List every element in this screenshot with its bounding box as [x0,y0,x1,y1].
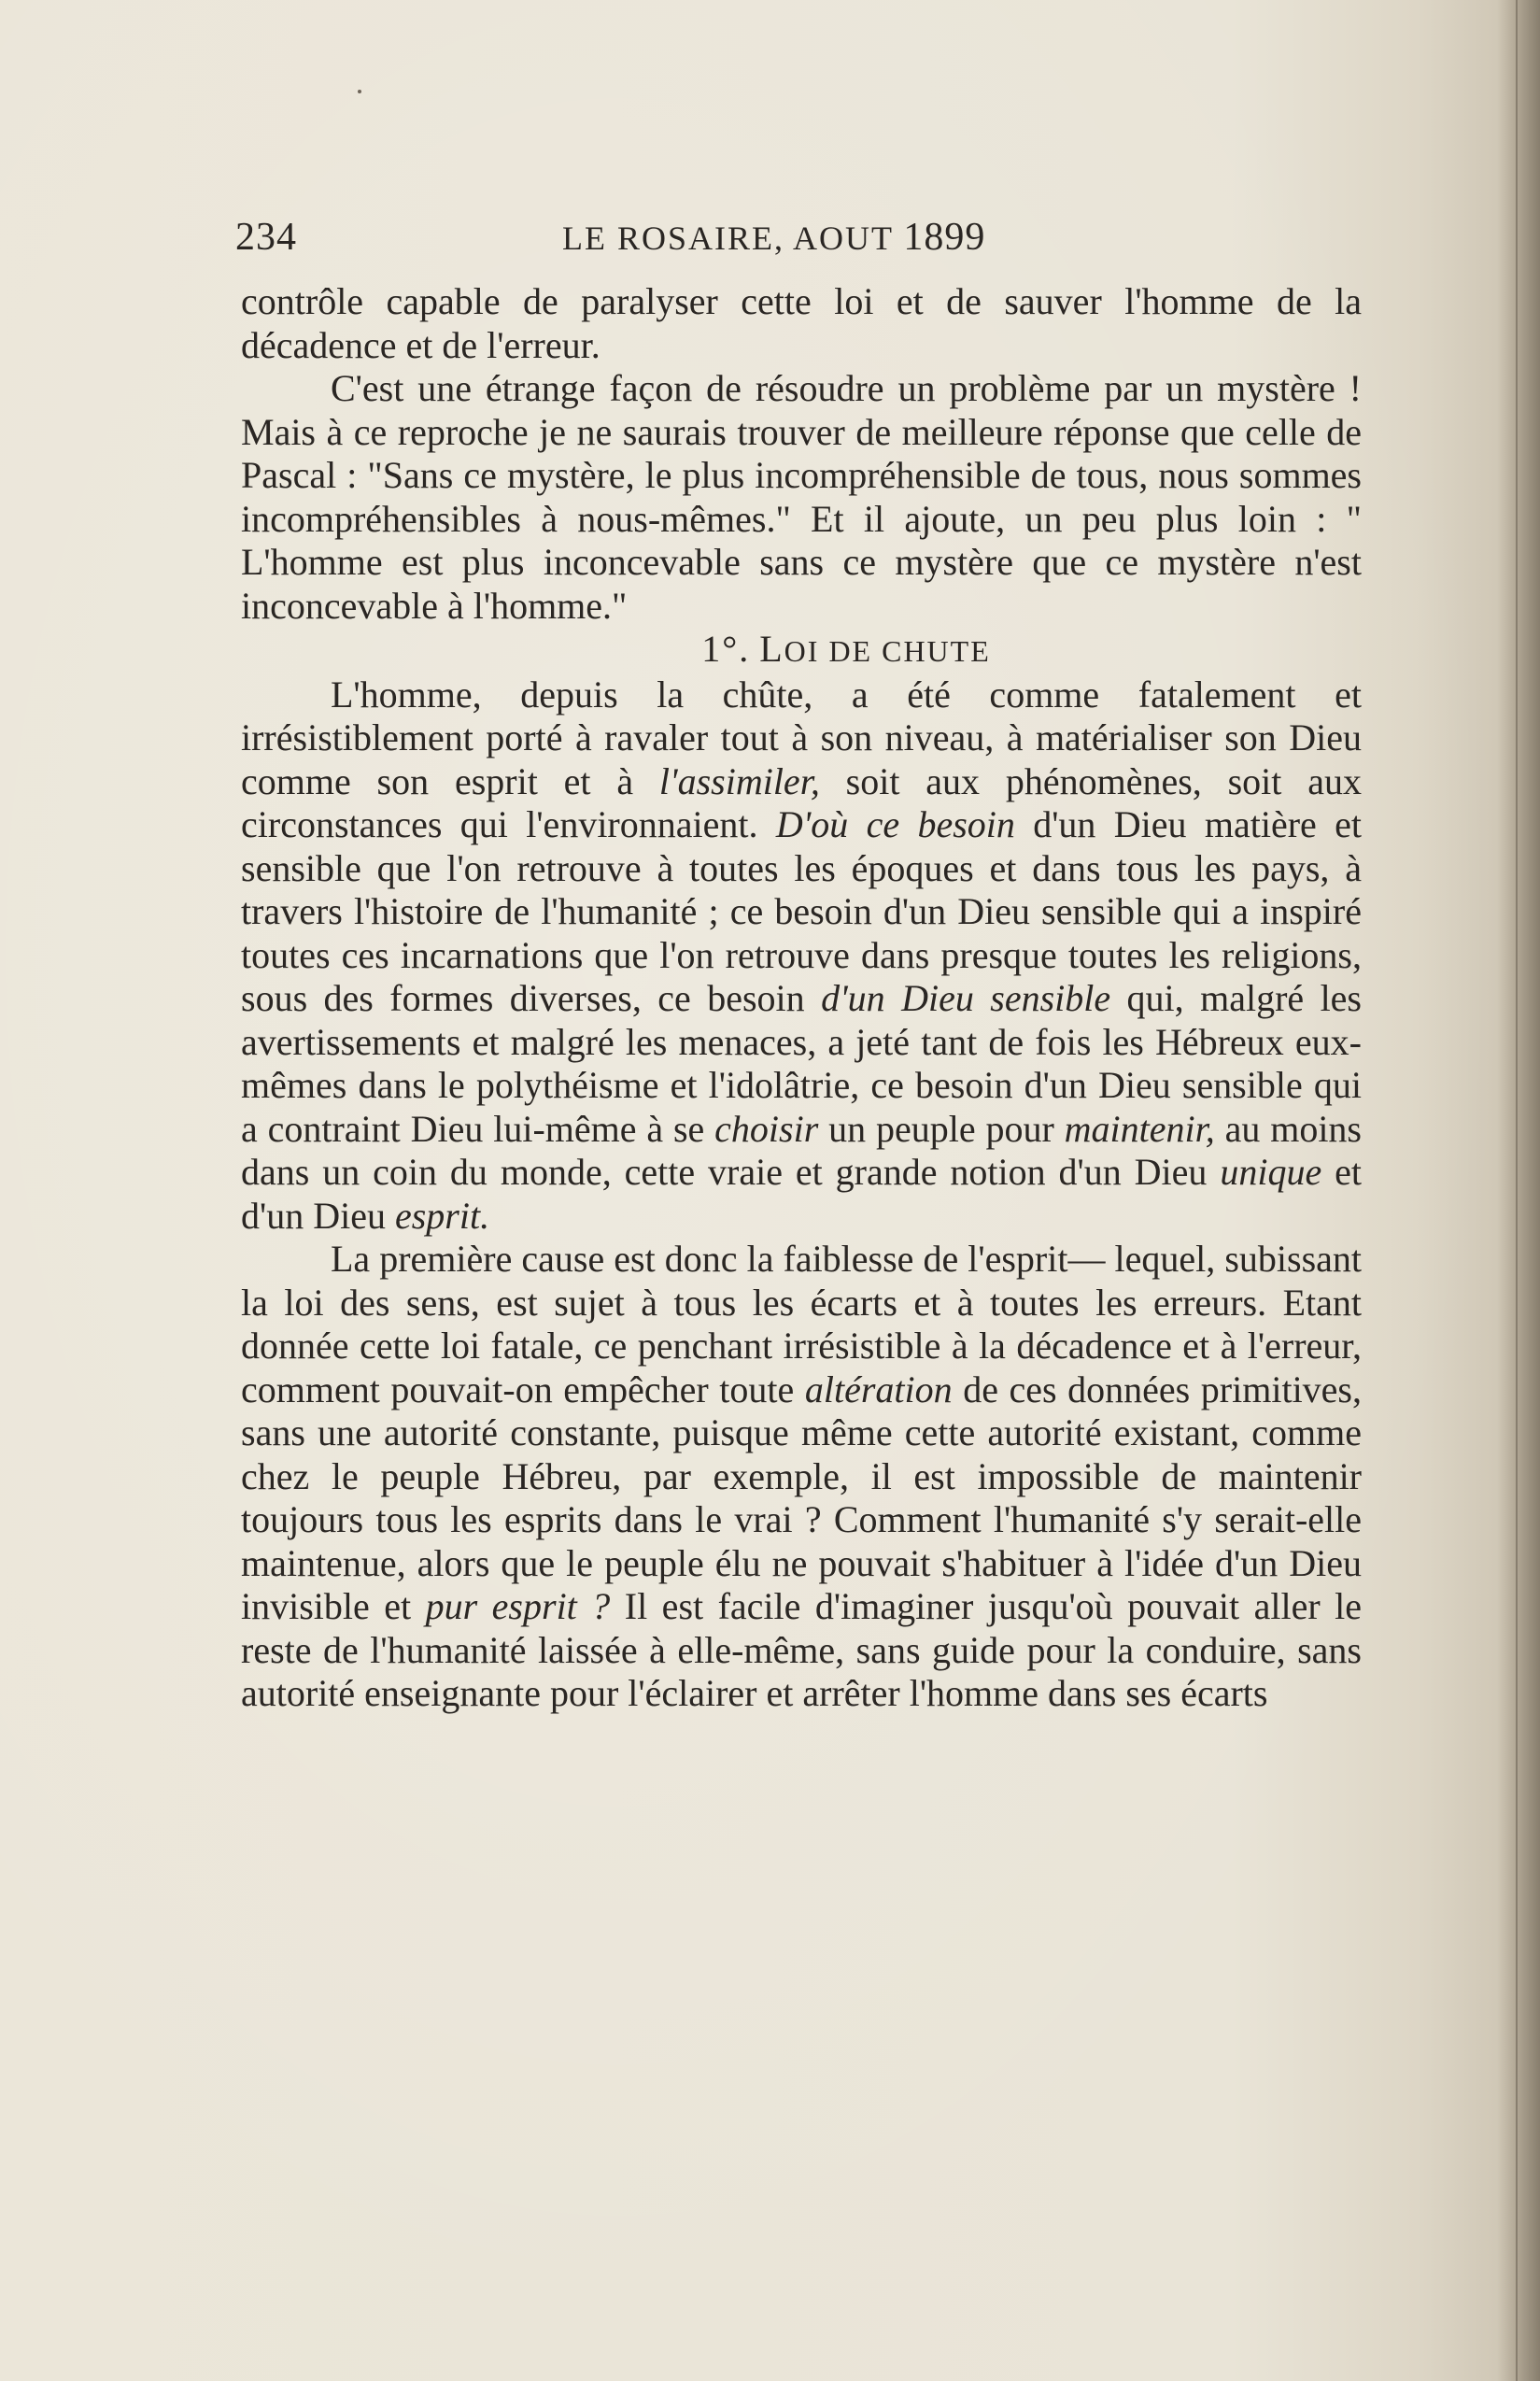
paragraph-1: contrôle capable de paralyser cette loi et de sauver l'homme de la décadence et de l'erreur. [241,280,1362,366]
paragraph-3 [241,673,1362,1239]
paragraph-3-text-7: et d'un Dieu [241,1151,1362,1237]
paragraph-3-italic-1: l'assimiler, [658,759,820,802]
section-title-initial: L [759,628,784,670]
body-text [241,280,1362,1716]
paragraph-4-text-1: La première cause est donc la faiblesse de l'esprit— lequel, subissant la loi des sens, est sujet à tous les écarts et à toutes les erreurs. Etant donnée cette loi fatale, ce penchant irrésistible à la décadence et à l'erreur, comment pouvait-on empêcher toute [241,1238,1362,1410]
section-title-rest: OI DE CHUTE [784,634,991,668]
paragraph-4-italic-2: pur esprit ? [425,1585,611,1627]
section-number: 1°. [701,628,751,670]
paragraph-3-italic-4: choisir [714,1107,819,1150]
running-head-title: LE ROSAIRE, AOUT [562,220,894,257]
paragraph-2: C'est une étrange façon de résoudre un problème par un mystère ! Mais à ce reproche je ne saurais trouver de meilleure réponse que celle de Pascal : "Sans ce mystère, le plus incompréhensible de tous, nous sommes incompréhensibles à nous-mêmes." Et il ajoute, un peu plus loin : " L'homme est plus inconcevable sans ce mystère que ce mystère n'est inconcevable à l'homme." [241,367,1362,627]
page-edge-line [1516,0,1518,2381]
running-head [562,215,985,260]
paragraph-3-italic-5: maintenir, [1064,1107,1215,1150]
paragraph-3-text-2: soit aux phénomènes, soit aux circonstances qui l'environnaient. [241,759,1362,845]
paragraph-4-italic-1: altération [804,1368,953,1410]
page-number: 234 [235,216,297,259]
paragraph-4 [241,1238,1362,1716]
paragraph-3-text-5: un peuple pour [818,1107,1065,1150]
page-edge-shadow [1497,0,1540,2381]
paragraph-3-italic-6: unique [1220,1151,1322,1193]
paragraph-3-italic-3: d'un Dieu sensible [821,977,1111,1019]
running-head-year: 1899 [903,216,986,259]
paragraph-3-text-3: d'un Dieu matière et sensible que l'on retrouve à toutes les époques et dans tous les pays, à travers l'histoire de l'humanité ; ce besoin d'un Dieu sensible qui a inspiré toutes ces incarnations que l'on retrouve dans presque toutes les religions, sous des formes diverses, ce besoin [241,803,1362,1019]
page-header [235,211,1361,267]
paragraph-4-text-2: de ces données primitives, sans une autorité constante, puisque même cette autorité existant, comme chez le peuple Hébreu, par exemple, il est impossible de maintenir toujours tous les esprits dans le vrai ? Comment l'humanité s'y serait-elle maintenue, alors que le peuple élu ne pouvait s'habituer à l'idée d'un Dieu invisible et [241,1368,1362,1627]
paragraph-4-text-3: Il est facile d'imaginer jusqu'où pouvait aller le reste de l'humanité laissée à elle-même, sans guide pour la conduire, sans autorité enseignante pour l'éclairer et arrêter l'homme dans ses écarts [241,1585,1363,1714]
paragraph-3-italic-2: D'où ce besoin [775,803,1015,845]
paragraph-3-text-4: qui, malgré les avertissements et malgré les menaces, a jeté tant de fois les Hébreux eux-mêmes dans le polythéisme et l'idolâtrie, ce besoin d'un Dieu sensible qui a contraint Dieu lui-même à se [241,977,1362,1150]
paragraph-3-text-1: L'homme, depuis la chûte, a été comme fatalement et irrésistiblement porté à ravaler tout à son niveau, à matérialiser son Dieu comme son esprit et à [241,673,1362,802]
paragraph-3-text-6: au moins dans un coin du monde, cette vraie et grande notion d'un Dieu [241,1107,1362,1193]
paragraph-3-italic-7: esprit. [394,1194,490,1237]
section-heading [241,628,1362,673]
ink-speck [358,90,361,93]
